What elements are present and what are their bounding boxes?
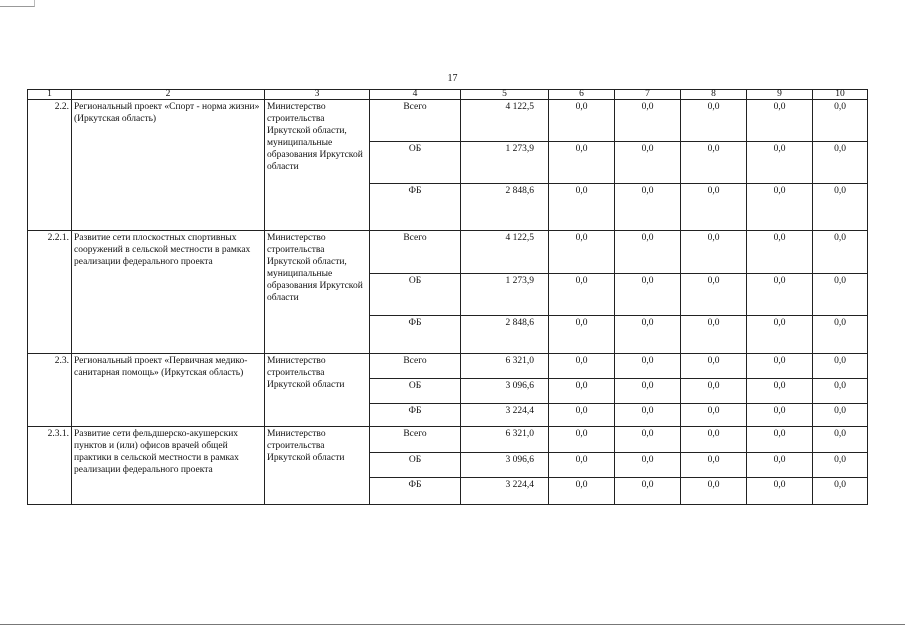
value-cell: 0,0: [549, 142, 615, 184]
value-cell: 0,0: [615, 316, 681, 354]
value-cell: 0,0: [747, 453, 813, 478]
value-cell: 0,0: [681, 274, 747, 316]
value-cell: 4 122,5: [461, 231, 549, 274]
value-cell: 0,0: [813, 354, 868, 379]
value-cell: 0,0: [681, 404, 747, 427]
value-cell: 3 224,4: [461, 404, 549, 427]
funding-source: ФБ: [370, 478, 461, 505]
value-cell: 0,0: [747, 379, 813, 404]
column-header: 3: [265, 90, 370, 100]
funding-source: ФБ: [370, 184, 461, 231]
value-cell: 6 321,0: [461, 427, 549, 453]
value-cell: 0,0: [681, 478, 747, 505]
value-cell: 0,0: [747, 184, 813, 231]
value-cell: 0,0: [747, 354, 813, 379]
column-header: 6: [549, 90, 615, 100]
value-cell: 0,0: [549, 316, 615, 354]
item-code: 2.3.: [28, 354, 72, 427]
value-cell: 1 273,9: [461, 142, 549, 184]
funding-source: Всего: [370, 100, 461, 142]
value-cell: 0,0: [549, 100, 615, 142]
value-cell: 0,0: [615, 354, 681, 379]
column-header: 5: [461, 90, 549, 100]
value-cell: 0,0: [813, 427, 868, 453]
item-executor: Министерство строительства Иркутской области: [265, 427, 370, 505]
value-cell: 0,0: [681, 100, 747, 142]
value-cell: 0,0: [615, 142, 681, 184]
value-cell: 0,0: [615, 100, 681, 142]
value-cell: 0,0: [549, 453, 615, 478]
value-cell: 0,0: [813, 184, 868, 231]
item-name: Региональный проект «Спорт - норма жизни» (Иркутская область): [72, 100, 265, 231]
value-cell: 0,0: [615, 379, 681, 404]
value-cell: 0,0: [549, 427, 615, 453]
value-cell: 0,0: [813, 453, 868, 478]
value-cell: 0,0: [615, 453, 681, 478]
item-code: 2.2.1.: [28, 231, 72, 354]
item-code: 2.3.1.: [28, 427, 72, 505]
column-header: 2: [72, 90, 265, 100]
value-cell: 0,0: [747, 404, 813, 427]
value-cell: 0,0: [681, 354, 747, 379]
value-cell: 0,0: [549, 231, 615, 274]
value-cell: 0,0: [813, 404, 868, 427]
value-cell: 6 321,0: [461, 354, 549, 379]
value-cell: 0,0: [813, 142, 868, 184]
item-executor: Министерство строительства Иркутской области, муниципальные образования Иркутской области: [265, 100, 370, 231]
budget-table: [27, 89, 868, 505]
table-row: [28, 100, 868, 142]
value-cell: 4 122,5: [461, 100, 549, 142]
value-cell: 0,0: [549, 478, 615, 505]
column-header: 8: [681, 90, 747, 100]
funding-source: ОБ: [370, 453, 461, 478]
value-cell: 0,0: [813, 274, 868, 316]
table-row: [28, 231, 868, 274]
value-cell: 0,0: [549, 379, 615, 404]
value-cell: 0,0: [615, 231, 681, 274]
value-cell: 0,0: [615, 427, 681, 453]
scan-corner-mark: [0, 0, 35, 7]
item-name: Региональный проект «Первичная медико-санитарная помощь» (Иркутская область): [72, 354, 265, 427]
value-cell: 0,0: [813, 231, 868, 274]
value-cell: 0,0: [681, 142, 747, 184]
value-cell: 0,0: [549, 404, 615, 427]
column-header: 9: [747, 90, 813, 100]
value-cell: 0,0: [747, 274, 813, 316]
value-cell: 0,0: [681, 316, 747, 354]
funding-source: ОБ: [370, 274, 461, 316]
value-cell: 3 096,6: [461, 453, 549, 478]
funding-source: ОБ: [370, 142, 461, 184]
value-cell: 0,0: [747, 316, 813, 354]
value-cell: 0,0: [813, 100, 868, 142]
item-executor: Министерство строительства Иркутской области: [265, 354, 370, 427]
value-cell: 3 096,6: [461, 379, 549, 404]
value-cell: 0,0: [747, 478, 813, 505]
value-cell: 0,0: [549, 274, 615, 316]
value-cell: 0,0: [615, 478, 681, 505]
table-row: [28, 427, 868, 453]
item-code: 2.2.: [28, 100, 72, 231]
funding-source: Всего: [370, 354, 461, 379]
funding-source: ОБ: [370, 379, 461, 404]
value-cell: 0,0: [615, 184, 681, 231]
column-header: 1: [28, 90, 72, 100]
value-cell: 0,0: [813, 316, 868, 354]
column-header: 4: [370, 90, 461, 100]
value-cell: 0,0: [747, 427, 813, 453]
value-cell: 0,0: [681, 231, 747, 274]
value-cell: 0,0: [549, 184, 615, 231]
funding-source: ФБ: [370, 404, 461, 427]
value-cell: 0,0: [747, 231, 813, 274]
value-cell: 0,0: [681, 453, 747, 478]
value-cell: 2 848,6: [461, 316, 549, 354]
value-cell: 0,0: [681, 379, 747, 404]
value-cell: 3 224,4: [461, 478, 549, 505]
scan-edge-line: [0, 624, 905, 625]
page-number: 17: [447, 73, 458, 84]
value-cell: 0,0: [615, 274, 681, 316]
value-cell: 0,0: [813, 478, 868, 505]
value-cell: 0,0: [813, 379, 868, 404]
value-cell: 1 273,9: [461, 274, 549, 316]
column-number-row: [28, 90, 868, 100]
funding-source: Всего: [370, 231, 461, 274]
funding-source: Всего: [370, 427, 461, 453]
value-cell: 0,0: [747, 100, 813, 142]
item-name: Развитие сети фельдшерско-акушерских пунктов и (или) офисов врачей общей практики в сельской местности в рамках реализации федерального проекта: [72, 427, 265, 505]
value-cell: 2 848,6: [461, 184, 549, 231]
column-header: 10: [813, 90, 868, 100]
value-cell: 0,0: [681, 427, 747, 453]
value-cell: 0,0: [615, 404, 681, 427]
funding-source: ФБ: [370, 316, 461, 354]
column-header: 7: [615, 90, 681, 100]
item-executor: Министерство строительства Иркутской области, муниципальные образования Иркутской области: [265, 231, 370, 354]
item-name: Развитие сети плоскостных спортивных сооружений в сельской местности в рамках реализации федерального проекта: [72, 231, 265, 354]
value-cell: 0,0: [549, 354, 615, 379]
value-cell: 0,0: [747, 142, 813, 184]
table-row: [28, 354, 868, 379]
value-cell: 0,0: [681, 184, 747, 231]
